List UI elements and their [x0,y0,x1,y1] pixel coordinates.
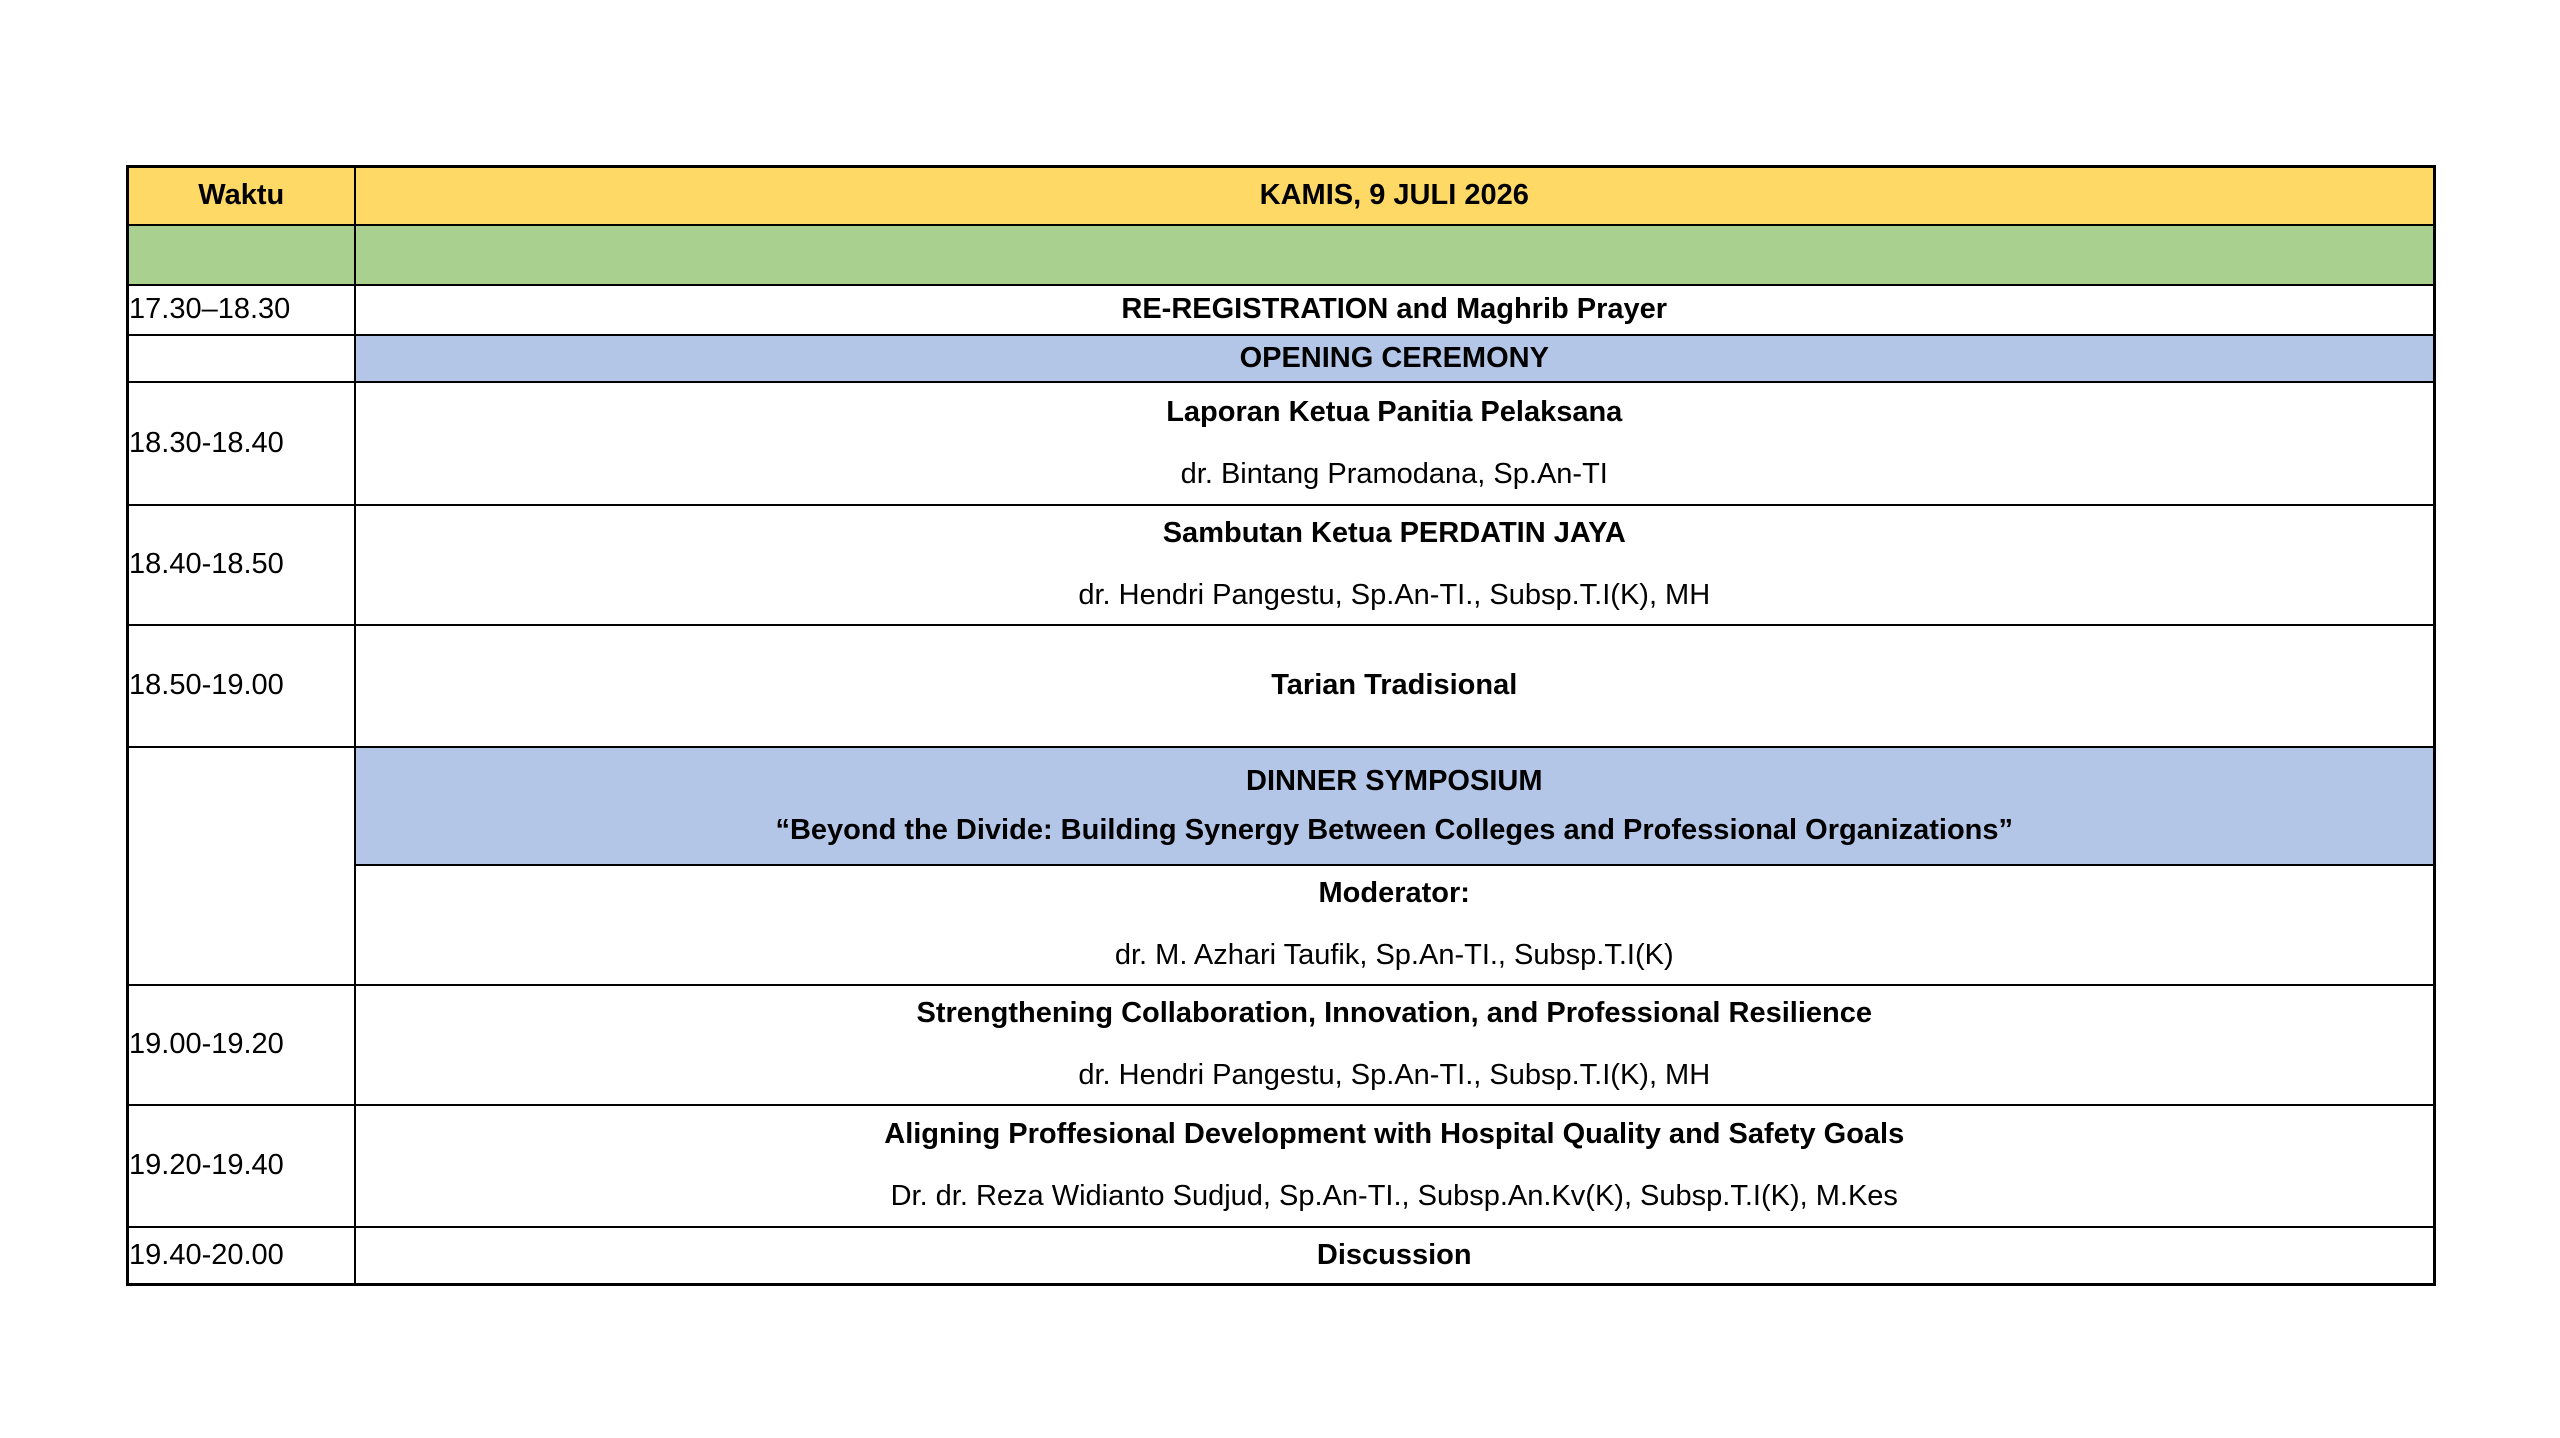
header-time-cell: Waktu [128,167,355,225]
talk1-row [128,985,2435,1105]
talk2-row [128,1105,2435,1227]
spacer-content-cell [355,225,2435,285]
header-row [128,167,2435,225]
tarian-content [355,625,2435,747]
reregistration-row [128,285,2435,335]
talk1-speaker: dr. Hendri Pangestu, Sp.An-TI., Subsp.T.I(K), MH [1078,1059,1711,1091]
discussion-content [355,1227,2435,1285]
discussion-row [128,1227,2435,1285]
talk2-title: Aligning Proffesional Development with Hospital Quality and Safety Goals [884,1118,1905,1151]
reregistration-title-text: RE-REGISTRATION and Maghrib Prayer [1121,293,1668,326]
spacer-row [128,225,2435,285]
opening-section-label: OPENING CEREMONY [355,335,2435,382]
tarian-title: Tarian Tradisional [1271,669,1518,702]
laporan-row [128,382,2435,505]
tarian-time: 18.50-19.00 [128,625,355,747]
tarian-row [128,625,2435,747]
discussion-time: 19.40-20.00 [128,1227,355,1285]
sambutan-title: Sambutan Ketua PERDATIN JAYA [1162,517,1626,550]
talk2-time: 19.20-19.40 [128,1105,355,1227]
talk1-time: 19.00-19.20 [128,985,355,1105]
moderator-label: Moderator: [1318,877,1470,910]
opening-section-row [128,335,2435,382]
reregistration-title [355,285,2435,335]
schedule-table [126,165,2436,1286]
discussion-title: Discussion [1316,1238,1472,1271]
laporan-title: Laporan Ketua Panitia Pelaksana [1166,395,1623,428]
sambutan-speaker: dr. Hendri Pangestu, Sp.An-TI., Subsp.T.I(K), MH [1078,579,1711,611]
moderator-name: dr. M. Azhari Taufik, Sp.An-TI., Subsp.T.I(K) [1114,939,1674,971]
header-date-cell: KAMIS, 9 JULI 2026 [355,167,2435,225]
laporan-content [355,382,2435,505]
sambutan-content [355,505,2435,625]
dinner-section-row [128,747,2435,865]
moderator-row [128,865,2435,985]
dinner-moderator-time-empty [128,747,355,985]
sambutan-time: 18.40-18.50 [128,505,355,625]
talk2-content [355,1105,2435,1227]
reregistration-time: 17.30–18.30 [128,285,355,335]
dinner-section-line2: “Beyond the Divide: Building Synergy Between Colleges and Professional Organizations” [775,813,2014,846]
moderator-content [355,865,2435,985]
opening-section-time-empty [128,335,355,382]
dinner-section-cell [355,747,2435,865]
dinner-section-line1: DINNER SYMPOSIUM [1246,764,1543,797]
laporan-time: 18.30-18.40 [128,382,355,505]
sambutan-row [128,505,2435,625]
spacer-time-cell [128,225,355,285]
talk2-speaker: Dr. dr. Reza Widianto Sudjud, Sp.An-TI., Subsp.An.Kv(K), Subsp.T.I(K), M.Kes [890,1180,1898,1212]
laporan-speaker: dr. Bintang Pramodana, Sp.An-TI [1180,457,1608,490]
talk1-title: Strengthening Collaboration, Innovation, and Professional Resilience [916,997,1872,1030]
talk1-content [355,985,2435,1105]
